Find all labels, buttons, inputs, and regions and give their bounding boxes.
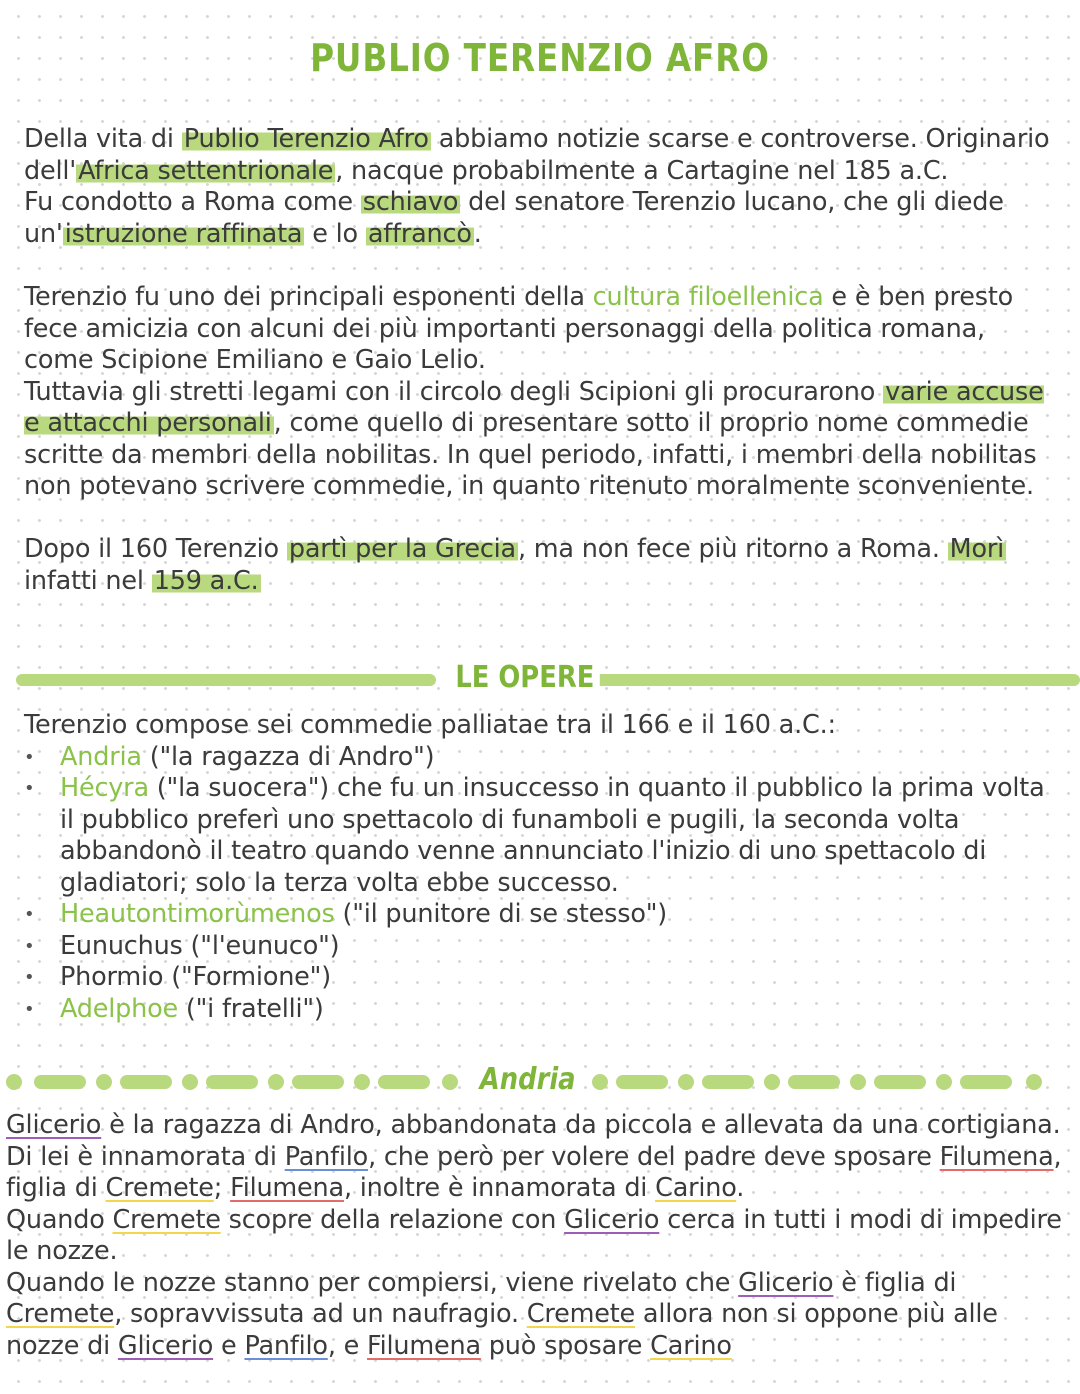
name-panfilo: Panfilo bbox=[284, 1141, 369, 1172]
work-desc: ("il punitore di se stesso") bbox=[334, 899, 668, 929]
name-cremete: Cremete bbox=[105, 1173, 214, 1203]
text: Tuttavia gli stretti legami con il circolo degli Scipioni gli procurarono bbox=[24, 376, 884, 407]
list-item bbox=[24, 899, 1054, 931]
opere-divider bbox=[0, 660, 1080, 700]
highlight: istruzione raffinata bbox=[64, 218, 303, 249]
text: Fu condotto a Roma come bbox=[24, 187, 361, 217]
text: . bbox=[736, 1173, 745, 1203]
name-panfilo: Panfilo bbox=[244, 1330, 328, 1361]
text: del senatore Terenzio lucano, che gli diede un' bbox=[24, 187, 1004, 249]
opere-section bbox=[24, 710, 1054, 1025]
work-desc: ("la ragazza di Andro") bbox=[141, 741, 435, 772]
divider-dot bbox=[1026, 1074, 1042, 1090]
opere-intro: Terenzio compose sei commedie palliatae tra il 166 e il 160 a.C.: bbox=[24, 710, 836, 740]
text: allora non si oppone più alle nozze di bbox=[6, 1299, 998, 1361]
divider-dash bbox=[378, 1075, 430, 1089]
text: , sopravvissuta ad un naufragio. bbox=[114, 1299, 527, 1329]
work-title: Heautontimorùmenos bbox=[60, 899, 335, 929]
divider-dash bbox=[34, 1075, 86, 1089]
highlight: affrancò bbox=[367, 218, 472, 249]
text: e lo bbox=[304, 218, 366, 249]
text: , ma non fece più ritorno a Roma. bbox=[517, 534, 948, 564]
divider-dash bbox=[206, 1075, 258, 1089]
divider-dash bbox=[960, 1075, 1012, 1089]
text: , nacque probabilmente a Cartagine nel 185 a.C. bbox=[335, 155, 949, 186]
highlight: Publio Terenzio Afro bbox=[183, 124, 429, 154]
divider-dot bbox=[6, 1074, 22, 1090]
work-desc: ("Formione") bbox=[163, 962, 331, 992]
text: cerca in tutti i modi di impedire le nozze. bbox=[6, 1204, 1062, 1266]
work-desc: ("l'eunuco") bbox=[182, 930, 340, 961]
highlight: schiavo bbox=[362, 187, 459, 217]
divider-dot bbox=[354, 1074, 370, 1090]
name-filumena: Filumena bbox=[939, 1141, 1054, 1172]
andria-heading: Andria bbox=[475, 1062, 581, 1097]
text: e è ben presto fece amicizia con alcuni dei più importanti personaggi della politica romana, come Scipione Emiliano e Gaio Lelio. bbox=[24, 282, 1014, 375]
text: abbiamo notizie scarse e controverse. Originario dell' bbox=[24, 124, 1050, 186]
divider-dot bbox=[442, 1074, 458, 1090]
works-list bbox=[24, 742, 1054, 1026]
opere-heading: LE OPERE bbox=[450, 660, 599, 695]
divider-dash bbox=[616, 1075, 668, 1089]
divider-dot bbox=[182, 1074, 198, 1090]
work-desc: ("i fratelli") bbox=[178, 993, 324, 1024]
green-term: cultura filoellenica bbox=[592, 282, 824, 312]
name-filumena: Filumena bbox=[230, 1173, 344, 1203]
text: Quando le nozze stanno per compiersi, viene rivelato che bbox=[6, 1267, 739, 1298]
text: , inoltre è innamorata di bbox=[343, 1173, 656, 1203]
text: Dopo il 160 Terenzio bbox=[24, 534, 287, 564]
divider-dash bbox=[120, 1075, 172, 1089]
name-cremete: Cremete bbox=[112, 1204, 221, 1235]
divider-dash bbox=[702, 1075, 754, 1089]
text: Della vita di bbox=[24, 124, 182, 154]
text: Quando bbox=[6, 1204, 113, 1235]
divider-dot bbox=[850, 1074, 866, 1090]
highlight: 159 a.C. bbox=[153, 565, 259, 596]
name-glicerio: Glicerio bbox=[738, 1267, 834, 1298]
work-title: Andria bbox=[60, 741, 142, 772]
list-item bbox=[24, 931, 1054, 963]
bio-paragraph-1 bbox=[24, 124, 1054, 250]
text: infatti nel bbox=[24, 565, 152, 596]
name-carino: Carino bbox=[650, 1330, 732, 1361]
list-item bbox=[24, 742, 1054, 774]
name-cremete: Cremete bbox=[526, 1299, 636, 1329]
list-item bbox=[24, 773, 1054, 899]
text: , che però per volere del padre deve sposare bbox=[368, 1141, 940, 1172]
text: è figlia di bbox=[833, 1267, 957, 1298]
highlight: varie accuse e attacchi personali bbox=[24, 376, 1044, 438]
text: , figlia di bbox=[6, 1141, 1062, 1203]
divider-dot bbox=[678, 1074, 694, 1090]
list-item bbox=[24, 962, 1054, 994]
andria-divider bbox=[0, 1062, 1080, 1102]
text: è la ragazza di Andro, abbandonata da piccola e allevata da una cortigiana. Di lei è innamorata di bbox=[6, 1110, 1061, 1172]
divider-bar-left bbox=[16, 674, 436, 686]
highlight: partì per la Grecia bbox=[288, 534, 516, 564]
text: Terenzio fu uno dei principali esponenti della bbox=[24, 282, 593, 312]
divider-dot bbox=[96, 1074, 112, 1090]
divider-dot bbox=[936, 1074, 952, 1090]
name-cremete: Cremete bbox=[6, 1299, 115, 1329]
name-filumena: Filumena bbox=[367, 1330, 481, 1361]
divider-dot bbox=[764, 1074, 780, 1090]
divider-dot bbox=[268, 1074, 284, 1090]
name-glicerio: Glicerio bbox=[564, 1204, 660, 1235]
text: ; bbox=[213, 1173, 231, 1203]
text: , e bbox=[327, 1330, 368, 1361]
work-title: Eunuchus bbox=[60, 930, 183, 961]
divider-dash bbox=[788, 1075, 840, 1089]
work-title: Phormio bbox=[60, 962, 164, 992]
text: scopre della relazione con bbox=[220, 1204, 565, 1235]
bio-paragraph-3 bbox=[24, 534, 1054, 597]
text: . bbox=[473, 218, 482, 249]
text: può sposare bbox=[480, 1330, 651, 1361]
divider-dot bbox=[592, 1074, 608, 1090]
work-title: Hécyra bbox=[60, 773, 149, 803]
work-title: Adelphoe bbox=[60, 993, 178, 1024]
text: e bbox=[213, 1330, 245, 1361]
highlight: Morì bbox=[949, 534, 1005, 564]
divider-dash bbox=[874, 1075, 926, 1089]
text: , come quello di presentare sotto il proprio nome commedie scritte da membri della nobilitas. In quel periodo, infatti, i membri della nobilitas non potevano scrivere commedie, in quanto ritenuto moralmente sconveniente. bbox=[24, 408, 1037, 501]
name-glicerio: Glicerio bbox=[6, 1110, 102, 1140]
list-item bbox=[24, 994, 1054, 1026]
divider-dash bbox=[292, 1075, 344, 1089]
andria-plot bbox=[6, 1110, 1068, 1362]
page-title: PUBLIO TERENZIO AFRO bbox=[310, 36, 770, 80]
highlight: Africa settentrionale bbox=[78, 155, 334, 186]
bio-paragraph-2 bbox=[24, 282, 1054, 503]
divider-bar-right bbox=[580, 674, 1080, 686]
work-desc: ("la suocera") che fu un insuccesso in quanto il pubblico la prima volta il pubblico preferì uno spettacolo di funamboli e pugili, la seconda volta abbandonò il teatro quando venne annunciato l'inizio di uno spettacolo di gladiatori; solo la terza volta ebbe successo. bbox=[60, 773, 1045, 898]
name-carino: Carino bbox=[655, 1173, 737, 1203]
name-glicerio: Glicerio bbox=[117, 1330, 214, 1361]
